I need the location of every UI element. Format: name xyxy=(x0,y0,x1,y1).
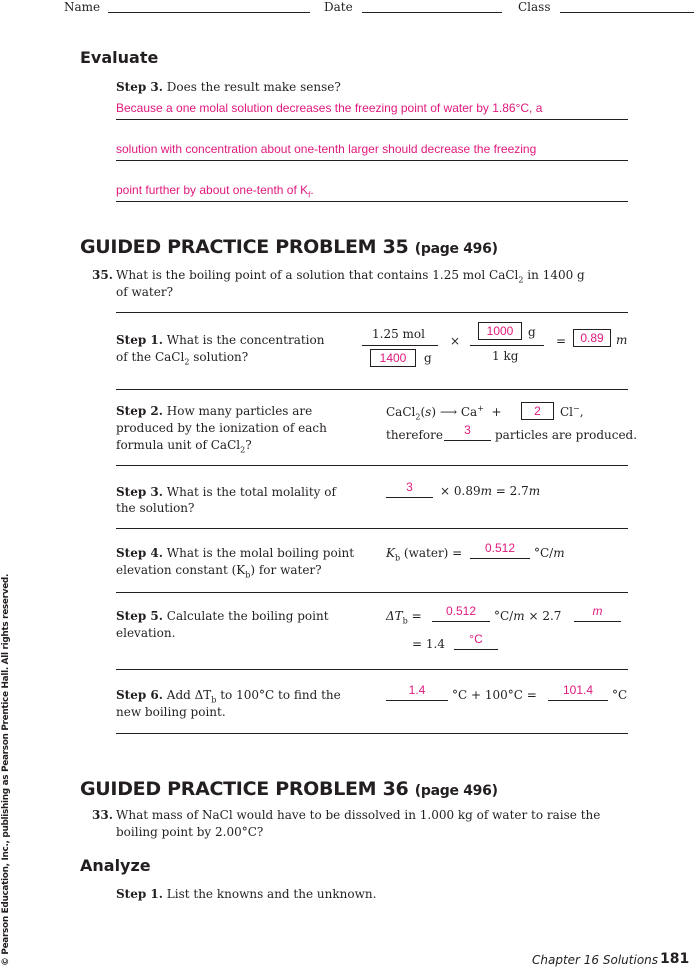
evaluate-answer-line-2: solution with concentration about one-tenth larger should decrease the freezing xyxy=(116,142,537,156)
answer-box-2[interactable]: 2 xyxy=(521,402,554,420)
step1-prompt: Step 1. What is the concentration xyxy=(116,333,325,347)
step5-result: = 1.4 xyxy=(412,637,445,651)
step2-prompt-cont: produced by the ionization of each xyxy=(116,421,327,435)
problem36-number: 33. xyxy=(92,808,113,822)
answer-box-0.89[interactable]: 0.89 xyxy=(573,329,611,347)
problem36-heading: GUIDED PRACTICE PROBLEM 36 (page 496) xyxy=(80,778,498,800)
answer-blank-m[interactable]: m xyxy=(574,604,621,622)
step1-numerator: 1.25 mol xyxy=(372,327,425,341)
class-label: Class xyxy=(518,0,551,14)
step6-end: °C xyxy=(612,688,628,702)
unit-g-2: g xyxy=(424,351,432,365)
answer-blank-3-particles[interactable]: 3 xyxy=(444,423,491,441)
date-label: Date xyxy=(324,0,353,14)
step5-prompt: Step 5. Calculate the boiling point xyxy=(116,609,329,623)
kb-unit: °C/m xyxy=(534,546,565,560)
rule-35a xyxy=(116,312,628,313)
rule-35e xyxy=(116,592,628,593)
problem35-heading: GUIDED PRACTICE PROBLEM 35 (page 496) xyxy=(80,236,498,258)
therefore-text: therefore xyxy=(386,428,443,442)
kb-label: $K_b$ (water) = xyxy=(386,546,463,563)
answer-rule-2 xyxy=(116,160,628,161)
chapter-label: Chapter 16 Solutions xyxy=(532,953,659,967)
answer-blank-101.4[interactable]: 101.4 xyxy=(548,683,608,701)
times-sign: × xyxy=(450,334,461,348)
analyze-step1: Step 1. List the knowns and the unknown. xyxy=(116,887,377,901)
problem36-question-cont: boiling point by 2.00°C? xyxy=(116,825,264,839)
fraction-bar-2 xyxy=(470,345,544,346)
fraction-bar-1 xyxy=(362,345,438,346)
problem35-question: What is the boiling point of a solution that contains 1.25 mol CaCl$_2$ in 1400 g xyxy=(116,268,585,285)
rule-35g xyxy=(116,733,628,734)
answer-blank-degC[interactable]: °C xyxy=(454,632,498,650)
rule-35f xyxy=(116,669,628,670)
answer-box-1000[interactable]: 1000 xyxy=(478,322,522,340)
equals-sign: = xyxy=(556,334,567,348)
particles-produced: particles are produced. xyxy=(495,428,638,442)
class-field[interactable] xyxy=(560,12,694,13)
step3-prompt: Step 3. What is the total molality of xyxy=(116,485,336,499)
step4-prompt-cont: elevation constant $(K_b)$ for water? xyxy=(116,563,322,580)
step4-prompt: Step 4. What is the molal boiling point xyxy=(116,546,355,560)
step6-prompt: Step 6. Add $\Delta T_b$ to 100°C to find the xyxy=(116,688,341,705)
name-field[interactable] xyxy=(108,12,310,13)
date-field[interactable] xyxy=(362,12,502,13)
step6-mid: °C + 100°C = xyxy=(452,688,537,702)
step3-prompt-cont: the solution? xyxy=(116,501,195,515)
answer-blank-0.512[interactable]: 0.512 xyxy=(432,604,490,622)
problem35-number: 35. xyxy=(92,268,113,282)
chloride-ion: Cl−, xyxy=(560,404,584,419)
step5-prompt-cont: elevation. xyxy=(116,626,176,640)
rule-35c xyxy=(116,465,628,466)
unit-m: m xyxy=(616,333,628,347)
delta-tb: $\Delta T_b$ = xyxy=(386,609,422,626)
problem36-question: What mass of NaCl would have to be dissolved in 1.000 kg of water to raise the xyxy=(116,808,601,822)
molality-calc: × 0.89m = 2.7m xyxy=(440,484,541,498)
step2-prompt-cont2: formula unit of CaCl$_2$? xyxy=(116,438,252,455)
unit-g-1: g xyxy=(528,325,536,339)
one-kg: 1 kg xyxy=(492,349,519,363)
rule-35b xyxy=(116,389,628,390)
step1-prompt-cont: of the CaCl$_2$ solution? xyxy=(116,350,249,367)
name-label: Name xyxy=(64,0,101,14)
evaluate-answer-line-1: Because a one molal solution decreases the freezing point of water by 1.86°C, a xyxy=(116,101,543,115)
evaluate-step3: Step 3. Does the result make sense? xyxy=(116,80,341,94)
answer-rule-1 xyxy=(116,119,628,120)
problem35-question-cont: of water? xyxy=(116,285,173,299)
copyright-sidebar xyxy=(0,538,14,966)
answer-box-1400[interactable]: 1400 xyxy=(370,349,416,367)
ionization-equation: CaCl$_2$(s) ⟶ Ca+ + xyxy=(386,404,502,422)
answer-blank-1.4[interactable]: 1.4 xyxy=(386,683,448,701)
copyright-text: © Pearson Education, Inc., publishing as Pearson Prentice Hall. All rights reserved. xyxy=(1,573,11,966)
answer-blank-kb[interactable]: 0.512 xyxy=(470,541,530,559)
rule-35d xyxy=(116,528,628,529)
answer-blank-3-molality[interactable]: 3 xyxy=(386,480,433,498)
step2-prompt: Step 2. How many particles are xyxy=(116,404,313,418)
step5-unit: °C/m × 2.7 xyxy=(494,609,562,623)
step6-prompt-cont: new boiling point. xyxy=(116,705,226,719)
page-number: 181 xyxy=(660,951,690,967)
evaluate-answer-line-3: point further by about one-tenth of $K_f$. xyxy=(116,183,314,200)
answer-rule-3 xyxy=(116,201,628,202)
evaluate-heading: Evaluate xyxy=(80,48,159,67)
analyze-heading: Analyze xyxy=(80,856,151,875)
